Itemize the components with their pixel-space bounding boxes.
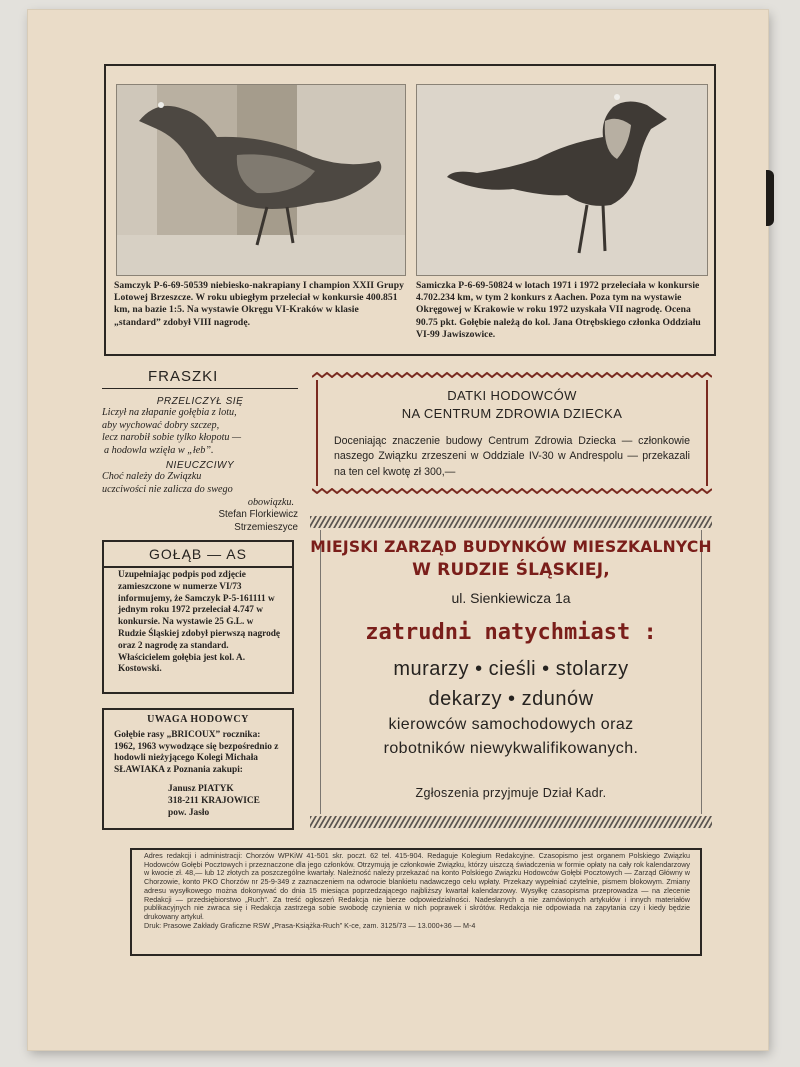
poem-line: aby wychować dobry szczep, (102, 419, 220, 431)
datki-title-2: NA CENTRUM ZDROWIA DZIECKA (401, 406, 623, 421)
uwaga-signature (168, 784, 260, 819)
golab-title: GOŁĄB — AS (149, 546, 247, 562)
zigzag-border-bottom (312, 488, 712, 494)
poem-title-2: NIEUCZCIWY (165, 460, 235, 472)
imprint-body: Adres redakcji i administracji: Chorzów WPKiW 41-501 skr. poczt. 62 tel. 415-904. Redaguje Kolegium Redakcyjne. Czasopismo jest organem Polskiego Związku Hodowców Gołębi Pocztowych i przeznaczone dla jego członków. Otrzymują je członkowie Związku, którzy uiszczą świadczenia w formie opłaty na cały rok kalendarzowy w kwocie zł. 48,— lub 12 złotych za poszczególne kwartały. Należność należy przekazać na konto Polskiego Związku Hodowców Gołębi Pocztowych — Zarząd Główny w Chorzowie, konto PKO Chorzów nr 25-9-349 z zaznaczeniem na odwrocie blankietu nadawczego celu wpłaty. Przekazy wypełniać czytelnie, pismem blokowym. Zmiany adresu wysyłkowego można dokonywać do dnia 15 miesiąca poprzedzającego najbliższy kwartał kalendarzowy. Wysyłkę czasopisma przeprowadza — na zlecenie Redakcji — przedsiębiorstwo „Ruch”. Za treść ogłoszeń Redakcja nie bierze odpowiedzialności. Nadesłanych a nie zamówionych artykułów i innych materiałów publikacyjnych nie zwraca się i Redakcja zastrzega sobie swobodę czynienia w nich poprawek i skrótów. Redakcja nie odpowiada na zapytania czy i kiedy będzie drukowany artykuł. (144, 851, 690, 921)
photo-panel (104, 64, 716, 356)
imprint-text (144, 852, 690, 930)
author-place: Strzemieszyce (234, 521, 298, 533)
ad-headline: zatrudni natychmiast : (365, 620, 657, 645)
editorial-imprint (130, 848, 702, 956)
sign-name: Janusz PIATYK (168, 784, 234, 794)
poem-line: uczciwości nie zalicza do swego (102, 483, 233, 495)
uwaga-title: UWAGA HODOWCY (147, 714, 249, 725)
ad-footer: Zgłoszenia przyjmuje Dział Kadr. (415, 786, 607, 800)
fraszki-title: FRASZKI (148, 368, 219, 385)
ad-trades-2: dekarzy • zdunów (428, 688, 594, 710)
ad-org-city: W RUDZIE ŚLĄSKIEJ, (412, 560, 610, 580)
golab-as-box (102, 540, 294, 694)
datki-title-1: DATKI HODOWCÓW (447, 388, 577, 403)
ad-trades-1: murarzy • cieśli • stolarzy (393, 658, 629, 680)
hatched-border-bottom (310, 816, 712, 828)
golab-text: Uzupełniając podpis pod zdjęcie zamieszczone w numerze VI/73 informujemy, że Samczyk P-5-161111 w jednym roku 1972 przeleciał 4.747 w konkursie. Na wystawie 25 G.L. w Rudzie Śląskiej zdobył pierwszą nagrodę oraz 2 nagrodę za standard. Właścicielem gołębia jest kol. A. Kostowski. (118, 570, 281, 675)
poem-line: lecz narobił sobie tylko kłopotu — (102, 432, 242, 444)
divider (104, 566, 292, 568)
ad-trades-3: kierowców samochodowych oraz (388, 716, 634, 733)
uwaga-hodowcy-box (102, 708, 294, 830)
poem-line: obowiązku. (247, 496, 294, 508)
page-edge-shadow (766, 170, 774, 226)
photo-pigeon-2 (416, 84, 708, 276)
poem-title-1: PRZELICZYŁ SIĘ (156, 396, 244, 407)
imprint-printer: Druk: Prasowe Zakłady Graficzne RSW „Prasa-Książka-Ruch” K-ce, zam. 3125/73 — 13.000+36 — M-4 (144, 920, 476, 930)
photo-caption-2: Samiczka P-6-69-50824 w lotach 1971 i 1972 przeleciała w konkursie 4.702.234 km, w tym 2 konkurs z Aachen. Poza tym na wystawie Okręgowej w Krakowie w roku 1972 uzyskała VII nagrodę. Ocena 90.75 pkt. Gołębie należą do kol. Jana Otrębskiego członka Oddziału VI-99 Jawiszowice. (416, 280, 701, 340)
ad-org-name: MIEJSKI ZARZĄD BUDYNKÓW MIESZKALNYCH (310, 538, 712, 556)
ad-address: ul. Sienkiewicza 1a (451, 590, 571, 606)
hatched-border-top (310, 516, 712, 528)
sign-county: pow. Jasło (168, 807, 210, 818)
photo-pigeon-1 (116, 84, 406, 276)
datki-notice (312, 372, 712, 494)
job-advertisement (310, 516, 712, 828)
ad-trades-4: robotników niewykwalifikowanych. (383, 740, 639, 757)
uwaga-text: Gołębie rasy „BRICOUX” rocznika: 1962, 1963 wywodzące się bezpośrednio z hodowli nieżyjącego Kolegi Michała SŁAWIAKA z Poznania zakupi: (114, 730, 279, 775)
divider (102, 388, 298, 389)
photo-caption-1: Samczyk P-6-69-50539 niebiesko-nakrapiany I champion XXII Grupy Lotowej Brzeszcze. W roku ubiegłym przeleciał w konkursie 400.851 km, na bazie 1:5. Na wystawie Okręgu VI-Kraków w klasie „standard” zdobył VIII nagrodę. (114, 280, 404, 328)
poem-line: a hodowla wzięła w „łeb”. (104, 444, 214, 456)
sign-address: 318-211 KRAJOWICE (168, 795, 260, 806)
fraszki-section (102, 364, 298, 532)
zigzag-border-top (312, 372, 712, 378)
poem-line: Liczył na złapanie gołębia z lotu, (102, 407, 237, 418)
datki-text: Doceniając znaczenie budowy Centrum Zdrowia Dziecka — członkowie naszego Związku zrzeszeni w Oddziale IV-30 w Andrespolu — przekazali na ten cel kwotę zł 300,— (334, 435, 690, 478)
poem-line: Choć należy do Związku (102, 471, 202, 483)
author-name: Stefan Florkiewicz (218, 509, 298, 521)
